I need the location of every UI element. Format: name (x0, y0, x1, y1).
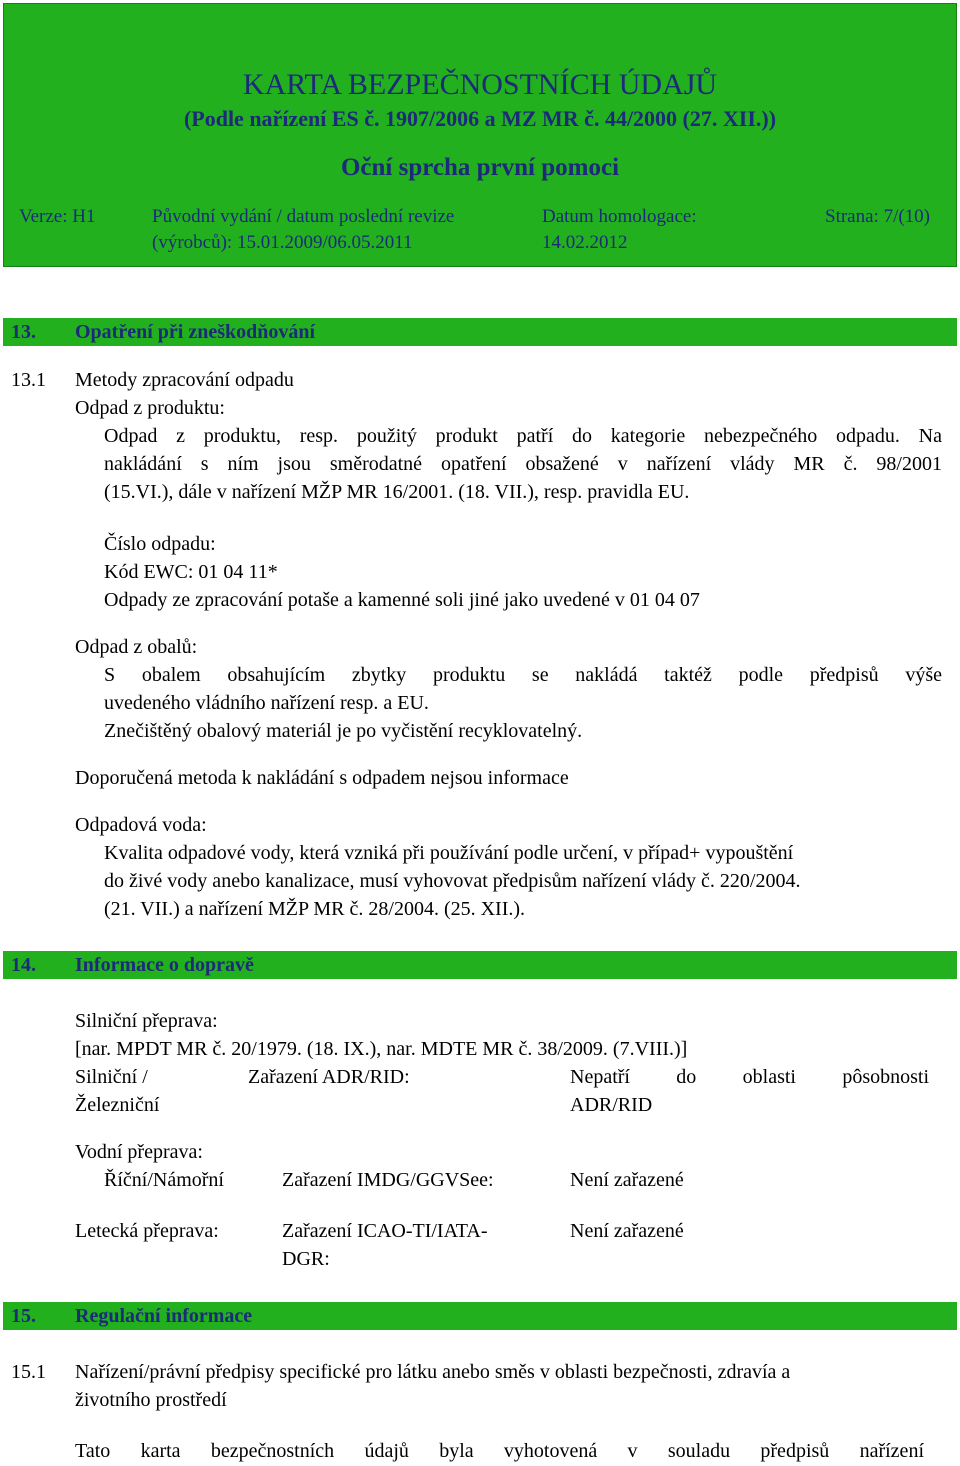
product-name: Oční sprcha první pomoci (340, 154, 620, 181)
icao-label-2: DGR: (282, 1248, 330, 1270)
page-number: Strana: 7/(10) (825, 206, 931, 227)
ewc-description: Odpady ze zpracování potaše a kamenné soli jiné jako uvedené v 01 04 07 (104, 589, 700, 611)
section-13-title: Opatření při zneškodňování (75, 321, 316, 343)
waste-number-label: Číslo odpadu: (104, 533, 216, 555)
air-transport-label: Letecká přeprava: (75, 1220, 219, 1242)
product-waste-line-3: (15.VI.), dále v nařízení MŽP MR 16/2001. (18. VII.), resp. pravidla EU. (104, 481, 690, 503)
ewc-code: Kód EWC: 01 04 11* (104, 561, 278, 583)
document-subtitle: (Podle nařízení ES č. 1907/2006 a MZ MR č. 44/2000 (27. XII.)) (183, 106, 777, 131)
road-transport-reference: [nar. MPDT MR č. 20/1979. (18. IX.), nar. MDTE MR č. 38/2009. (7.VIII.)] (75, 1038, 688, 1060)
section-15-number: 15. (11, 1305, 36, 1327)
adr-rid-value-2: ADR/RID (570, 1094, 653, 1116)
packaging-waste-line-1: S obalem obsahujícím zbytky produktu se nakládá taktéž podle předpisů výše (104, 664, 942, 686)
packaging-waste-line-3: Znečištěný obalový materiál je po vyčistění recyklovatelný. (104, 720, 583, 742)
road-rail-label-2: Železniční (75, 1094, 160, 1116)
document-header (3, 3, 957, 267)
section-14-title: Informace o dopravě (75, 954, 254, 976)
wastewater-line-1: Kvalita odpadové vody, která vzniká při používání podle určení, v případ+ vypouštění (104, 842, 794, 864)
imdg-label: Zařazení IMDG/GGVSee: (282, 1169, 494, 1191)
section-14-number: 14. (11, 954, 36, 976)
document-title: KARTA BEZPEČNOSTNÍCH ÚDAJŮ (242, 68, 718, 101)
regulation-paragraph-line: Tato karta bezpečnostních údajů byla vyhotovená v souladu předpisů nařízení (75, 1440, 924, 1462)
icao-label-1: Zařazení ICAO-TI/IATA- (282, 1220, 488, 1242)
section-14-header (3, 951, 957, 979)
water-transport-label: Vodní přeprava: (75, 1141, 203, 1163)
section-15-header (3, 1302, 957, 1330)
imdg-value: Není zařazené (570, 1169, 684, 1191)
version: Verze: H1 (19, 206, 96, 227)
road-transport-label: Silniční přeprava: (75, 1010, 218, 1032)
product-waste-line-2: nakládání s ním jsou směrodatné opatření obsažené v nařízení vlády MR č. 98/2001 (104, 453, 942, 475)
wastewater-label: Odpadová voda: (75, 814, 207, 836)
subsection-13-1-number: 13.1 (11, 369, 46, 391)
section-13-header (3, 318, 957, 346)
adr-rid-label: Zařazení ADR/RID: (248, 1066, 410, 1088)
road-rail-label-1: Silniční / (75, 1066, 148, 1088)
subsection-15-1-number: 15.1 (11, 1361, 46, 1383)
recommended-method: Doporučená metoda k nakládání s odpadem nejsou informace (75, 767, 569, 789)
product-waste-line-1: Odpad z produktu, resp. použitý produkt patří do kategorie nebezpečného odpadu. Na (104, 425, 942, 447)
section-15-title: Regulační informace (75, 1305, 253, 1327)
subsection-15-1-title-2: životního prostředí (75, 1389, 227, 1411)
product-waste-label: Odpad z produktu: (75, 397, 225, 419)
subsection-13-1-title: Metody zpracování odpadu (75, 369, 294, 391)
section-13-number: 13. (11, 321, 36, 343)
adr-rid-value-1: Nepatří do oblasti pôsobnosti (570, 1066, 929, 1088)
homologation-label: Datum homologace: (542, 206, 697, 227)
subsection-15-1-title-1: Nařízení/právní předpisy specifické pro látku anebo směs v oblasti bezpečnosti, zdravía a (75, 1361, 791, 1383)
packaging-waste-label: Odpad z obalů: (75, 636, 198, 658)
homologation-date: 14.02.2012 (542, 232, 628, 253)
issue-date-value: (výrobců): 15.01.2009/06.05.2011 (152, 232, 413, 253)
packaging-waste-line-2: uvedeného vládního nařízení resp. a EU. (104, 692, 429, 714)
river-sea-label: Říční/Námořní (104, 1169, 224, 1191)
icao-value: Není zařazené (570, 1220, 684, 1242)
issue-date-label: Původní vydání / datum poslední revize (152, 206, 455, 227)
wastewater-line-3: (21. VII.) a nařízení MŽP MR č. 28/2004. (25. XII.). (104, 898, 526, 920)
wastewater-line-2: do živé vody anebo kanalizace, musí vyhovovat předpisům nařízení vlády č. 220/2004. (104, 870, 801, 892)
